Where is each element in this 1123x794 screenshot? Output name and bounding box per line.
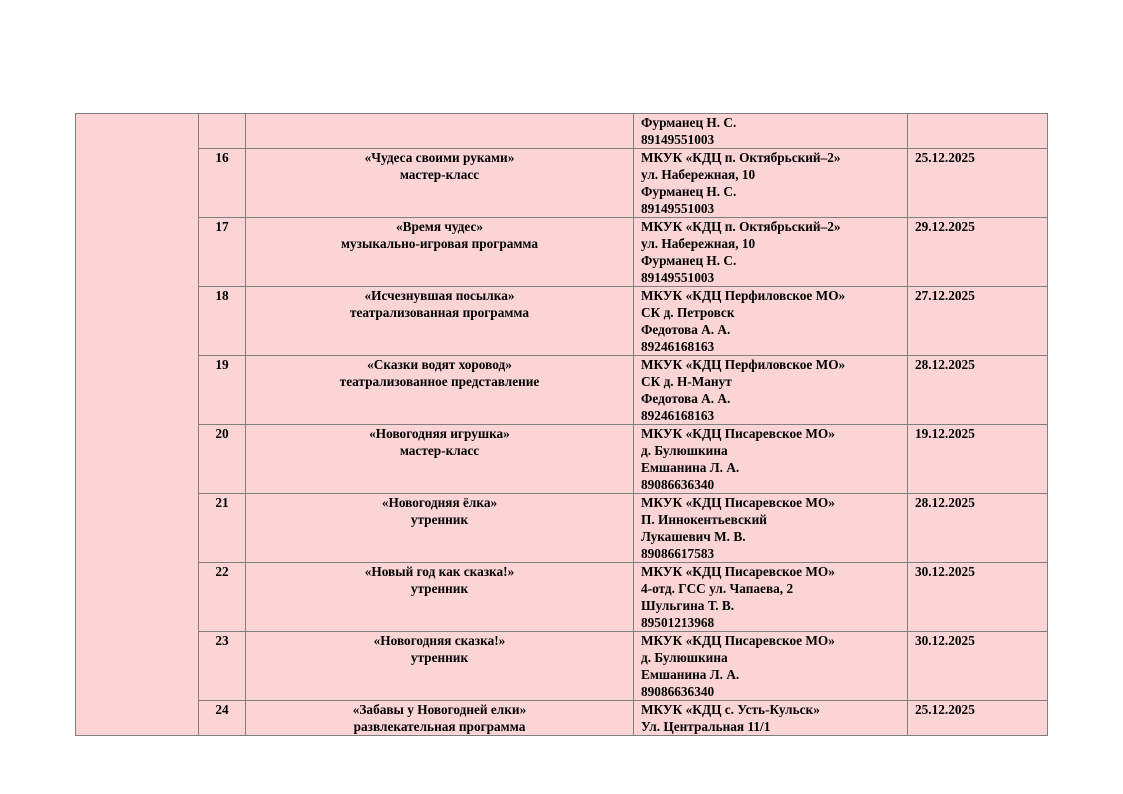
event-date: 25.12.2025 [915, 702, 975, 717]
organizer-cell [634, 287, 908, 356]
table-row [76, 701, 1048, 736]
date-cell [908, 287, 1048, 356]
events-table [75, 113, 1048, 736]
event-title: «Сказки водят хоровод» [367, 357, 512, 372]
organizer-line: Емшанина Л. А. [641, 667, 740, 682]
event-cell [246, 494, 634, 563]
organizer-line: МКУК «КДЦ п. Октябрьский–2» [641, 219, 841, 234]
organizer-line: МКУК «КДЦ Перфиловское МО» [641, 357, 846, 372]
event-title: «Забавы у Новогодней елки» [352, 702, 527, 717]
events-table-body [76, 114, 1048, 736]
organizer-line: ул. Набережная, 10 [641, 167, 756, 182]
organizer-line: Федотова А. А. [641, 322, 731, 337]
event-type: утренник [410, 650, 469, 665]
organizer-line: МКУК «КДЦ п. Октябрьский–2» [641, 150, 841, 165]
row-number: 24 [215, 702, 229, 717]
table-row [76, 632, 1048, 701]
table-row [76, 494, 1048, 563]
event-cell [246, 563, 634, 632]
event-type: утренник [410, 512, 469, 527]
event-date: 19.12.2025 [915, 426, 975, 441]
event-title: «Исчезнувшая посылка» [364, 288, 515, 303]
organizer-line: СК д. Н-Манут [641, 374, 732, 389]
event-title: «Время чудес» [395, 219, 484, 234]
event-title: «Чудеса своими руками» [364, 150, 515, 165]
organizer-cell [634, 149, 908, 218]
organizer-line: 89246168163 [641, 408, 715, 423]
event-cell [246, 356, 634, 425]
organizer-cell [634, 356, 908, 425]
event-title: «Новый год как сказка!» [364, 564, 515, 579]
row-number-cell [199, 356, 246, 425]
date-cell [908, 356, 1048, 425]
organizer-line: 89086636340 [641, 684, 715, 699]
table-row [76, 218, 1048, 287]
row-number-cell [199, 563, 246, 632]
row-number-cell [199, 701, 246, 736]
event-cell [246, 218, 634, 287]
event-date: 27.12.2025 [915, 288, 975, 303]
event-date: 25.12.2025 [915, 150, 975, 165]
organizer-cell [634, 494, 908, 563]
date-cell [908, 114, 1048, 149]
organizer-line: Ул. Центральная 11/1 [641, 719, 771, 734]
organizer-line: 89086636340 [641, 477, 715, 492]
event-date: 28.12.2025 [915, 357, 975, 372]
organizer-cell [634, 632, 908, 701]
event-cell [246, 149, 634, 218]
event-cell [246, 632, 634, 701]
date-cell [908, 632, 1048, 701]
row-number: 17 [215, 219, 229, 234]
row-number-cell [199, 114, 246, 149]
organizer-line: МКУК «КДЦ Писаревское МО» [641, 633, 835, 648]
row-number: 21 [215, 495, 229, 510]
organizer-line: Лукашевич М. В. [641, 529, 746, 544]
event-cell [246, 287, 634, 356]
event-cell [246, 114, 634, 149]
date-cell [908, 218, 1048, 287]
event-type: мастер-класс [399, 443, 480, 458]
event-type: утренник [410, 581, 469, 596]
row-number-cell [199, 494, 246, 563]
organizer-line: П. Иннокентьевский [641, 512, 767, 527]
organizer-line: Федотова А. А. [641, 391, 731, 406]
date-cell [908, 494, 1048, 563]
organizer-cell [634, 425, 908, 494]
organizer-line: МКУК «КДЦ Писаревское МО» [641, 564, 835, 579]
row-number-cell [199, 287, 246, 356]
row-number-cell [199, 149, 246, 218]
organizer-cell [634, 701, 908, 736]
table-row [76, 114, 1048, 149]
organizer-cell [634, 563, 908, 632]
organizer-line: Шульгина Т. В. [641, 598, 735, 613]
organizer-line: 4-отд. ГСС ул. Чапаева, 2 [641, 581, 794, 596]
event-title: «Новогодняя сказка!» [373, 633, 506, 648]
date-cell [908, 563, 1048, 632]
event-date: 30.12.2025 [915, 564, 975, 579]
organizer-line: Фурманец Н. С. [641, 115, 737, 130]
organizer-line: ул. Набережная, 10 [641, 236, 756, 251]
event-type: театрализованное представление [339, 374, 540, 389]
organizer-line: МКУК «КДЦ Писаревское МО» [641, 426, 835, 441]
event-title: «Новогодняя ёлка» [381, 495, 498, 510]
event-cell [246, 701, 634, 736]
row-number-cell [199, 425, 246, 494]
date-cell [908, 701, 1048, 736]
event-cell [246, 425, 634, 494]
district-cell [76, 114, 199, 736]
row-number-cell [199, 218, 246, 287]
table-row [76, 287, 1048, 356]
organizer-line: СК д. Петровск [641, 305, 735, 320]
organizer-line: МКУК «КДЦ с. Усть-Кульск» [641, 702, 820, 717]
event-date: 28.12.2025 [915, 495, 975, 510]
row-number: 20 [215, 426, 229, 441]
row-number: 16 [215, 150, 229, 165]
table-row [76, 425, 1048, 494]
organizer-line: 89086617583 [641, 546, 715, 561]
organizer-line: 89149551003 [641, 132, 715, 147]
row-number: 23 [215, 633, 229, 648]
row-number: 18 [215, 288, 229, 303]
row-number: 22 [215, 564, 229, 579]
event-title: «Новогодняя игрушка» [369, 426, 510, 441]
organizer-line: Фурманец Н. С. [641, 253, 737, 268]
organizer-cell [634, 114, 908, 149]
event-type: мастер-класс [399, 167, 480, 182]
date-cell [908, 425, 1048, 494]
organizer-line: МКУК «КДЦ Писаревское МО» [641, 495, 835, 510]
organizer-line: Фурманец Н. С. [641, 184, 737, 199]
organizer-line: 89246168163 [641, 339, 715, 354]
table-row [76, 356, 1048, 425]
organizer-cell [634, 218, 908, 287]
organizer-line: МКУК «КДЦ Перфиловское МО» [641, 288, 846, 303]
table-row [76, 563, 1048, 632]
event-type: развлекательная программа [353, 719, 526, 734]
event-date: 30.12.2025 [915, 633, 975, 648]
organizer-line: д. Булюшкина [641, 443, 728, 458]
organizer-line: Емшанина Л. А. [641, 460, 740, 475]
organizer-line: 89149551003 [641, 201, 715, 216]
organizer-line: 89501213968 [641, 615, 715, 630]
event-type: музыкально-игровая программа [340, 236, 539, 251]
row-number-cell [199, 632, 246, 701]
event-date: 29.12.2025 [915, 219, 975, 234]
organizer-line: д. Булюшкина [641, 650, 728, 665]
table-row [76, 149, 1048, 218]
event-type: театрализованная программа [349, 305, 530, 320]
date-cell [908, 149, 1048, 218]
organizer-line: 89149551003 [641, 270, 715, 285]
row-number: 19 [215, 357, 229, 372]
